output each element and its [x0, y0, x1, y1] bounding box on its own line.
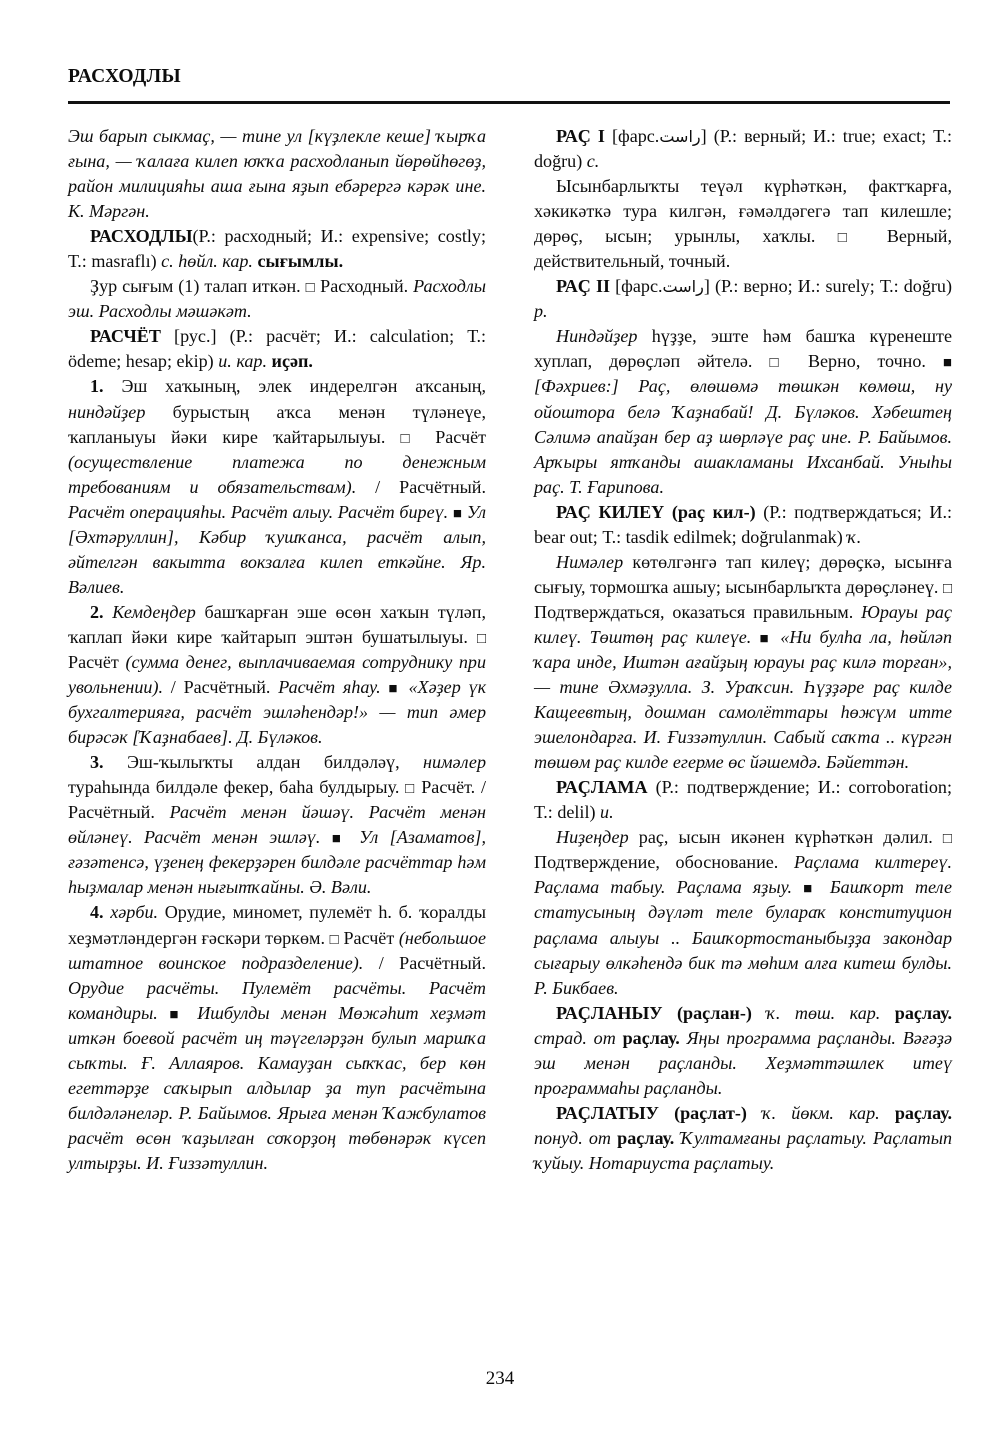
usage-label: хәрби.: [110, 902, 159, 923]
grammar-label: р.: [534, 301, 548, 322]
examples: Расчёт менән йәшәү. Расчёт менән өйләнеү. Расчёт менән эшләү.: [68, 802, 486, 848]
sense-number: 1.: [90, 376, 104, 397]
russian-equivalent: Верный, действительный, точный.: [534, 226, 953, 272]
etymology-arabic: راست: [659, 127, 701, 146]
definition-pre: Эш-ҡылыҡты алдан билдәләү,: [126, 752, 400, 773]
sense-4: [68, 900, 486, 1176]
russian-equivalent: Расчёт: [343, 927, 395, 948]
definition-post: бурыстың аҡса менән түләнеүе, ҡапланыуы йәки кире ҡайтарылыуы.: [68, 401, 486, 447]
definition-post: башҡарған эше өсөн хаҡын түләп, ҡаплап йәки кире ҡайтарып эштән бушатылыуы.: [68, 601, 486, 647]
russian-adjective: / Расчётный.: [378, 952, 486, 973]
open-square-icon: [400, 431, 420, 447]
cross-reference: иҫәп.: [271, 351, 313, 372]
russian-parenthetical: (сумма денег, выплачиваемая сотруднику при увольнении).: [68, 651, 486, 698]
etymology: [рус.]: [174, 326, 217, 347]
right-column: [534, 124, 952, 1176]
russian-equivalent: Расходный.: [320, 276, 409, 297]
examples: Орудие расчёты. Пулемёт расчёты. Расчёт командиры.: [68, 977, 486, 1023]
cross-reference-2: раҫлау.: [622, 1027, 680, 1048]
citation: Ул [Әхтәруллин], Кәбир ҡушҡанса, расчёт алып, әйтелгән вакытта вокзалға килеп еткәйне. Яр. Вәлиев.: [68, 501, 487, 597]
left-column: [68, 124, 486, 1176]
gloss-block: (Р.: подтверждаться; И.: bear out; Т.: tasdik edilmek; doğrulanmak): [534, 501, 952, 547]
examples: Юрауы раҫ килеү. Төштөң раҫ килеүе.: [534, 601, 952, 647]
open-square-icon: [838, 230, 865, 246]
grammar-label: и.: [600, 802, 614, 823]
grammar-label-russian: понуд. от: [534, 1127, 611, 1148]
etymology-close: ]: [700, 126, 707, 146]
open-square-icon: [769, 355, 791, 371]
russian-equivalent: Верно, точно.: [807, 351, 926, 372]
headword: РАСЧЁТ: [90, 326, 161, 347]
page-number: 234: [485, 1368, 515, 1389]
examples: Ҡултамғаны раҫлатыу. Раҫлатып ҡуйыу. Нотариуста раҫлатыу.: [534, 1127, 952, 1173]
entry-раҫ-1-body: [534, 174, 952, 274]
examples: Расчёт яһау.: [278, 677, 381, 698]
homonym-number: I: [597, 126, 605, 146]
grammar-label: ҡ. йөкм. кар.: [762, 1102, 880, 1123]
headword: РАҪЛАМА: [556, 777, 648, 798]
russian-equivalent: Подтверждение, обоснование.: [534, 852, 779, 873]
stem-form: (раҫлат-): [674, 1102, 747, 1123]
russian-adjective: / Расчётный.: [375, 476, 486, 497]
open-square-icon: [405, 781, 415, 797]
headword: РАҪ: [556, 276, 591, 297]
entry-раҫланыу: [534, 1001, 952, 1101]
entry-раҫлама-body: [534, 825, 952, 1000]
citation: [Фәхриев:] Раҫ, өлөшөмә төшкән көмөш, ну ойоштора белә Ҡаҙнабай! Д. Бүләков. Хәбештең Сәлимә апайҙан бер аҙ шөрләүе раҫ ине. Р. Байымов. Арҡыры ятҡанды ашакламаны Ихсанбай. Уныһы раҫ. Т. Ғарипова.: [534, 376, 952, 497]
sense-3: [68, 750, 486, 900]
examples: Раҫлама килтереү. Раҫлама табыу. Раҫлама яҙыу.: [534, 852, 952, 898]
etymology-arabic: راست: [662, 277, 704, 297]
filled-square-icon: [759, 631, 772, 647]
headword: РАҪЛАНЫУ: [556, 1002, 663, 1023]
gloss-block: (Р.: верный; И.: true; exact; Т.: doğru): [534, 126, 952, 172]
citation: «Ни булһа ла, һөйләп ҡара инде, Иштән ағайҙың юрауы раҫ килә торған», — тине Әхмәҙулла. З. Ураҡсин. Һүҙҙәре раҫ килде Кащеевтың, дошман самолёттары һөжүм итте эшелондарға. И. Ғиззәтуллин. Сабый саҡта .. күргән төшөм раҫ килде егерме өс йәшемдә. Бәйеттән.: [534, 626, 952, 773]
definition-post: раҫ, ысын икәнен күрһәткән дәлил.: [638, 827, 933, 848]
cross-reference-2: раҫлау.: [617, 1127, 675, 1148]
grammar-label: ҡ.: [847, 526, 862, 547]
open-square-icon: [477, 631, 486, 647]
filled-square-icon: [453, 506, 462, 522]
definition-post: тураһында билдәле фекер, баһа булдырыу.: [68, 777, 400, 798]
open-square-icon: [943, 581, 952, 597]
definition-italic: ниндәйҙер: [68, 401, 146, 422]
definition-italic: нимәлер: [422, 752, 487, 773]
filled-square-icon: [803, 881, 819, 897]
sense-number: 3.: [90, 752, 104, 773]
citation-text: Эш барып сыкмаҫ, — тине ул [күҙлекле кеше] ҡырҡа ғына, — ҡалаға килеп юҡҡа расходланып йөрөйһөгөҙ, район милицияһы аша ғына яҙып ебәрергә кәрәк ине. К. Мәргән.: [68, 126, 486, 222]
definition-post: һүҙҙе, эште һәм башҡа күренеште хуплап, дөрөҫләп әйтелә.: [534, 326, 952, 372]
citation: Ул [Азаматов], ғәзәтенсә, үҙенең фекерҙәрен билдәле расчёттар һәм һыҙмалар менән нығытҡайны. Ә. Вәли.: [68, 827, 486, 898]
filled-square-icon: [388, 681, 400, 697]
etymology-label: [фарс.: [615, 276, 663, 297]
russian-equivalent: Расчёт: [68, 651, 119, 672]
column-container: [68, 124, 952, 1176]
examples: Яңы программа раҫланды. Вәғәҙә эш менән раҫланды. Хеҙмәттәшлек итеү программаһы раҫланды.: [534, 1027, 953, 1098]
russian-equivalent: Расчёт: [435, 426, 487, 447]
entry-раҫлатыу: [534, 1101, 952, 1176]
grammar-label: ҡ. төш. кар.: [766, 1002, 881, 1023]
open-square-icon: [306, 280, 316, 296]
definition-pre: Эш хаҡының, элек индерелгән аҡсаның,: [121, 376, 486, 397]
sense-number: 4.: [90, 902, 104, 923]
headword: РАҪЛАТЫУ: [556, 1102, 659, 1123]
homonym-number: II: [595, 276, 611, 297]
cross-reference: раҫлау.: [894, 1002, 952, 1023]
examples: Расчёт операцияһы. Расчёт алыу. Расчёт биреү.: [68, 501, 449, 522]
grammar-label: и. кар.: [218, 351, 267, 372]
examples: Расходлы эш. Расходлы мәшәкәт.: [68, 276, 486, 322]
stem-form: (раҫлан-): [677, 1002, 752, 1023]
sense-1: [68, 374, 486, 599]
definition-italic: Ниндәйҙер: [556, 326, 638, 347]
grammar-label: с. һөйл. кар.: [161, 251, 253, 272]
etymology-close: ]: [703, 276, 710, 297]
definition-italic: Нимәлер: [556, 551, 624, 572]
russian-equivalent: Расчёт.: [421, 777, 476, 798]
gloss-block: (Р.: расчёт; И.: calculation; Т.: ödeme; hesap; ekip): [68, 326, 487, 372]
stem-form: (раҫ кил-): [671, 501, 756, 522]
filled-square-icon: [943, 355, 952, 371]
russian-adjective: / Расчётный.: [68, 777, 487, 823]
citation: Башҡорт теле статусының дәүләт теле булараҡ конституцион раҫлама алыуы .. Башҡортостаныбыҙҙа закондар сығарыу өлкәһендә бик тә мөһим алға китеш булды. Р. Бикбаев.: [534, 877, 952, 998]
grammar-label-russian: страд. от: [534, 1027, 616, 1048]
russian-equivalent: Подтверждаться, оказаться правильным.: [534, 601, 854, 622]
entry-раҫлама: [534, 775, 952, 825]
entry-расходлы: [68, 224, 486, 274]
open-square-icon: [330, 932, 339, 948]
russian-parenthetical: (осуществление платежа по денежным требованиям и обязательствам).: [68, 451, 486, 497]
entry-раҫ-1: [534, 124, 952, 174]
headword: РАСХОДЛЫ: [90, 226, 193, 247]
definition-post: Орудие, миномет, пулемёт һ. б. ҡоралды хеҙмәтләндергән ғәскәри төркөм.: [68, 902, 487, 948]
etymology-label: [фарс.: [611, 126, 660, 146]
running-head: РАСХОДЛЫ: [68, 66, 181, 87]
entry-расчёт: [68, 324, 486, 374]
citation: Ишбулды менән Мөжәһит хеҙмәт иткән боевой расчёт иң тәүгеләрҙән булып маршҡа сыҡты. Ғ. Аллаяров. Камауҙан сыҡҡас, бер көн егеттәрҙе саҡырып алдылар ҙа туп расчётына билдәләнеләр. Р. Байымов. Ярыға менән Ҡажбулатов расчёт өсөн ҡаҙылған соҡорҙоң төбөнәрәк күсеп ултырҙы. И. Ғиззәтуллин.: [68, 1002, 487, 1173]
cross-reference: раҫлау.: [894, 1102, 952, 1123]
entry-расходлы-body: [68, 274, 486, 324]
sense-2: [68, 600, 486, 750]
open-square-icon: [943, 831, 952, 847]
sense-number: 2.: [90, 601, 104, 622]
filled-square-icon: [169, 1007, 185, 1023]
entry-раҫ-килеү: [534, 500, 952, 550]
filled-square-icon: [332, 831, 348, 847]
definition-italic: Ниҙеңдер: [556, 827, 629, 848]
gloss-block: (Р.: подтверждение; И.: corroboration; Т.: delil): [534, 777, 952, 823]
citation: «Хәҙер үк бухгалтерияға, расчёт эшләһендәр!» — тип әмер бирәсәк [Ҡаҙнабаев]. Д. Бүләков.: [68, 677, 487, 748]
definition: Ысынбарлыҡты теүәл күрһәткән, фактҡарға, хәкикәткә тура килгән, ғәмәлдәгегә тап килешле; дөрөҫ, ысын; урынлы, хаҡлы.: [534, 176, 952, 247]
entry-раҫ-килеү-body: [534, 550, 952, 775]
header-rule: [68, 101, 950, 104]
grammar-label: с.: [586, 151, 600, 172]
russian-adjective: / Расчётный.: [170, 677, 271, 698]
entry-раҫ-2: [534, 274, 952, 324]
gloss-block: (Р.: расходный; И.: expensive; costly; Т.: masraflı): [68, 226, 486, 272]
cross-reference: сығымлы.: [257, 251, 344, 272]
definition-italic: Кемдеңдер: [112, 601, 196, 622]
citation-paragraph: [68, 124, 486, 224]
gloss-block: (Р.: верно; И.: surely; Т.: doğru): [714, 276, 952, 297]
entry-раҫ-2-body: [534, 324, 952, 499]
definition: Ҙур сығым (1) талап иткән.: [90, 276, 301, 297]
headword: РАҪ КИЛЕҮ: [556, 501, 665, 522]
headword: РАҪ: [556, 126, 591, 146]
definition-post: көтөлгәнгә тап килеү; дөрөҫкә, ысынға сығыу, тормошҡа ашыу; ысынбарлыҡта дөрөҫләнеү.: [534, 551, 952, 597]
russian-parenthetical: (небольшое штатное воинское подразделение).: [68, 927, 487, 973]
